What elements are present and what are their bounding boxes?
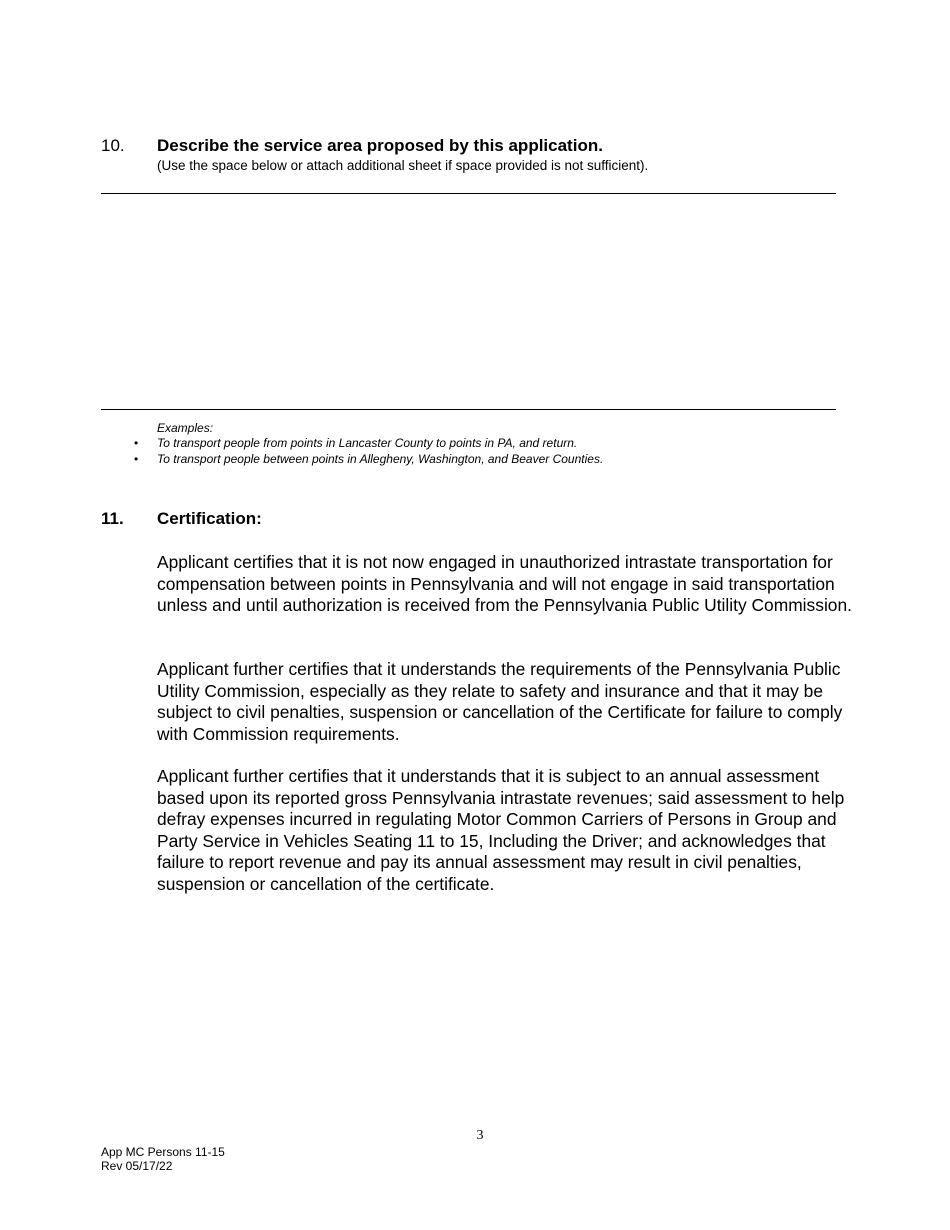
answer-top-rule	[101, 193, 836, 194]
footer	[101, 1145, 225, 1173]
service-area-answer-field[interactable]	[101, 196, 836, 406]
answer-bottom-rule	[101, 409, 836, 410]
examples-label: Examples:	[157, 421, 214, 435]
question-11-number: 11.	[101, 509, 124, 528]
certification-paragraph-2: Applicant further certifies that it understands the requirements of the Pennsylvania Public Utility Commission, especially as they relate to safety and insurance and that it may be subject to civil penalties, suspension or cancellation of the Certificate for failure to comply with Commission requirements.	[157, 659, 843, 744]
footer-form-name: App MC Persons 11-15	[101, 1145, 225, 1159]
list-item	[134, 436, 603, 452]
list-item	[134, 451, 604, 468]
question-10-instruction: (Use the space below or attach additional sheet if space provided is not sufficient).	[157, 158, 649, 173]
bullet-icon: •	[134, 451, 139, 466]
example-text: To transport people between points in Allegheny, Washington, and Beaver Counties.	[157, 451, 604, 466]
example-text: To transport people from points in Lancaster County to points in PA, and return.	[157, 436, 578, 450]
certification-paragraph-1: Applicant certifies that it is not now engaged in unauthorized intrastate transportation for compensation between points in Pennsylvania and will not engage in said transportation unless and until authorization is received from the Pennsylvania Public Utility Commission.	[157, 552, 852, 615]
question-10-number: 10.	[101, 136, 125, 155]
bullet-icon: •	[134, 436, 139, 450]
certification-paragraph-3: Applicant further certifies that it understands that it is subject to an annual assessment based upon its reported gross Pennsylvania intrastate revenues; said assessment to help defray expenses incurred in regulating Motor Common Carriers of Persons in Group and Party Service in Vehicles Seating 11 to 15, Including the Driver; and acknowledges that failure to report revenue and pay its annual assessment may result in civil penalties, suspension or cancellation of the certificate.	[157, 766, 845, 894]
page-number: 3	[476, 1128, 484, 1143]
question-11-title: Certification:	[157, 509, 262, 528]
question-10-title: Describe the service area proposed by this application.	[157, 136, 603, 155]
footer-revision: Rev 05/17/22	[101, 1159, 173, 1173]
examples-list	[134, 436, 604, 467]
